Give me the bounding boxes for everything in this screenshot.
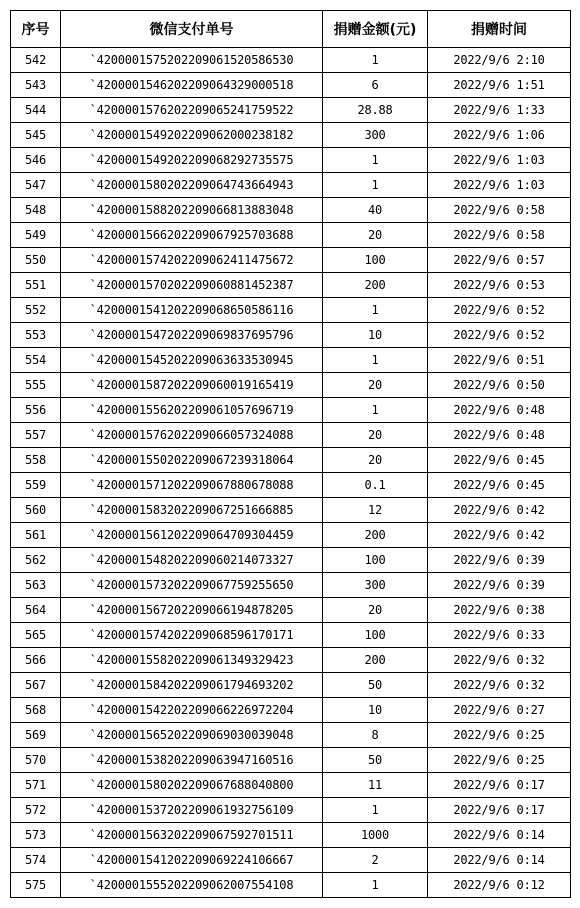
cell-time: 2022/9/6 0:53 <box>428 273 571 298</box>
cell-seq: 575 <box>11 873 61 898</box>
table-row[interactable] <box>11 523 571 548</box>
cell-wechat-order-no: `4200001570202209060881452387 <box>61 273 323 298</box>
cell-wechat-order-no: `4200001541202209069224106667 <box>61 848 323 873</box>
cell-time: 2022/9/6 0:42 <box>428 523 571 548</box>
cell-seq: 552 <box>11 298 61 323</box>
cell-wechat-order-no: `4200001556202209061057696719 <box>61 398 323 423</box>
cell-amount: 50 <box>323 748 428 773</box>
cell-seq: 565 <box>11 623 61 648</box>
cell-wechat-order-no: `4200001567202209066194878205 <box>61 598 323 623</box>
table-row[interactable] <box>11 373 571 398</box>
cell-wechat-order-no: `4200001542202209066226972204 <box>61 698 323 723</box>
cell-amount: 300 <box>323 123 428 148</box>
table-row[interactable] <box>11 498 571 523</box>
cell-time: 2022/9/6 1:33 <box>428 98 571 123</box>
cell-wechat-order-no: `4200001588202209066813883048 <box>61 198 323 223</box>
cell-time: 2022/9/6 1:03 <box>428 173 571 198</box>
cell-wechat-order-no: `4200001537202209061932756109 <box>61 798 323 823</box>
cell-wechat-order-no: `4200001545202209063633530945 <box>61 348 323 373</box>
cell-time: 2022/9/6 0:14 <box>428 848 571 873</box>
table-row[interactable] <box>11 273 571 298</box>
cell-time: 2022/9/6 0:48 <box>428 423 571 448</box>
cell-seq: 564 <box>11 598 61 623</box>
cell-wechat-order-no: `4200001580202209067688040800 <box>61 773 323 798</box>
table-row[interactable] <box>11 873 571 898</box>
cell-amount: 1 <box>323 298 428 323</box>
cell-time: 2022/9/6 0:38 <box>428 598 571 623</box>
cell-wechat-order-no: `4200001566202209067925703688 <box>61 223 323 248</box>
table-row[interactable] <box>11 673 571 698</box>
cell-seq: 556 <box>11 398 61 423</box>
cell-seq: 546 <box>11 148 61 173</box>
table-row[interactable] <box>11 348 571 373</box>
cell-time: 2022/9/6 0:12 <box>428 873 571 898</box>
table-row[interactable] <box>11 723 571 748</box>
cell-seq: 560 <box>11 498 61 523</box>
cell-amount: 1 <box>323 798 428 823</box>
cell-time: 2022/9/6 0:39 <box>428 573 571 598</box>
cell-seq: 563 <box>11 573 61 598</box>
cell-amount: 200 <box>323 273 428 298</box>
cell-wechat-order-no: `4200001575202209061520586530 <box>61 48 323 73</box>
cell-amount: 20 <box>323 373 428 398</box>
donation-table <box>10 10 571 898</box>
cell-wechat-order-no: `4200001549202209068292735575 <box>61 148 323 173</box>
table-header <box>11 11 571 48</box>
cell-seq: 569 <box>11 723 61 748</box>
cell-wechat-order-no: `4200001576202209066057324088 <box>61 423 323 448</box>
table-row[interactable] <box>11 48 571 73</box>
cell-amount: 50 <box>323 673 428 698</box>
cell-amount: 20 <box>323 448 428 473</box>
cell-wechat-order-no: `4200001574202209068596170171 <box>61 623 323 648</box>
cell-time: 2022/9/6 0:25 <box>428 723 571 748</box>
cell-time: 2022/9/6 0:27 <box>428 698 571 723</box>
cell-amount: 1 <box>323 873 428 898</box>
table-row[interactable] <box>11 323 571 348</box>
table-row[interactable] <box>11 698 571 723</box>
table-row[interactable] <box>11 748 571 773</box>
cell-wechat-order-no: `4200001563202209067592701511 <box>61 823 323 848</box>
cell-amount: 100 <box>323 548 428 573</box>
cell-amount: 1000 <box>323 823 428 848</box>
table-row[interactable] <box>11 798 571 823</box>
table-row[interactable] <box>11 248 571 273</box>
cell-time: 2022/9/6 0:58 <box>428 198 571 223</box>
cell-time: 2022/9/6 0:52 <box>428 298 571 323</box>
cell-wechat-order-no: `4200001549202209062000238182 <box>61 123 323 148</box>
cell-amount: 10 <box>323 698 428 723</box>
cell-wechat-order-no: `4200001538202209063947160516 <box>61 748 323 773</box>
cell-time: 2022/9/6 0:17 <box>428 773 571 798</box>
table-row[interactable] <box>11 823 571 848</box>
cell-wechat-order-no: `4200001541202209068650586116 <box>61 298 323 323</box>
cell-time: 2022/9/6 0:52 <box>428 323 571 348</box>
cell-time: 2022/9/6 0:58 <box>428 223 571 248</box>
cell-time: 2022/9/6 0:25 <box>428 748 571 773</box>
cell-seq: 549 <box>11 223 61 248</box>
cell-wechat-order-no: `4200001547202209069837695796 <box>61 323 323 348</box>
table-row[interactable] <box>11 123 571 148</box>
cell-amount: 200 <box>323 523 428 548</box>
cell-seq: 553 <box>11 323 61 348</box>
table-row[interactable] <box>11 773 571 798</box>
cell-time: 2022/9/6 0:42 <box>428 498 571 523</box>
cell-time: 2022/9/6 0:50 <box>428 373 571 398</box>
cell-amount: 2 <box>323 848 428 873</box>
cell-wechat-order-no: `4200001584202209061794693202 <box>61 673 323 698</box>
table-row[interactable] <box>11 98 571 123</box>
cell-amount: 28.88 <box>323 98 428 123</box>
cell-amount: 1 <box>323 148 428 173</box>
cell-amount: 100 <box>323 623 428 648</box>
cell-seq: 542 <box>11 48 61 73</box>
table-row[interactable] <box>11 398 571 423</box>
cell-wechat-order-no: `4200001558202209061349329423 <box>61 648 323 673</box>
cell-wechat-order-no: `4200001573202209067759255650 <box>61 573 323 598</box>
cell-time: 2022/9/6 0:14 <box>428 823 571 848</box>
cell-amount: 20 <box>323 598 428 623</box>
cell-seq: 573 <box>11 823 61 848</box>
cell-time: 2022/9/6 0:57 <box>428 248 571 273</box>
cell-time: 2022/9/6 0:17 <box>428 798 571 823</box>
table-row[interactable] <box>11 473 571 498</box>
cell-seq: 572 <box>11 798 61 823</box>
cell-amount: 20 <box>323 423 428 448</box>
cell-amount: 11 <box>323 773 428 798</box>
cell-seq: 571 <box>11 773 61 798</box>
cell-time: 2022/9/6 0:51 <box>428 348 571 373</box>
table-row[interactable] <box>11 598 571 623</box>
cell-amount: 40 <box>323 198 428 223</box>
cell-wechat-order-no: `4200001587202209060019165419 <box>61 373 323 398</box>
cell-seq: 547 <box>11 173 61 198</box>
cell-seq: 545 <box>11 123 61 148</box>
cell-wechat-order-no: `4200001576202209065241759522 <box>61 98 323 123</box>
cell-seq: 568 <box>11 698 61 723</box>
cell-seq: 544 <box>11 98 61 123</box>
table-row[interactable] <box>11 198 571 223</box>
cell-time: 2022/9/6 0:45 <box>428 473 571 498</box>
header-amount[interactable]: 捐赠金额(元) <box>323 11 428 48</box>
cell-amount: 6 <box>323 73 428 98</box>
cell-amount: 1 <box>323 398 428 423</box>
cell-wechat-order-no: `4200001546202209064329000518 <box>61 73 323 98</box>
table-row[interactable] <box>11 223 571 248</box>
cell-seq: 566 <box>11 648 61 673</box>
cell-seq: 562 <box>11 548 61 573</box>
cell-wechat-order-no: `4200001580202209064743664943 <box>61 173 323 198</box>
cell-time: 2022/9/6 0:32 <box>428 673 571 698</box>
cell-seq: 551 <box>11 273 61 298</box>
table-row[interactable] <box>11 573 571 598</box>
cell-seq: 554 <box>11 348 61 373</box>
cell-wechat-order-no: `4200001583202209067251666885 <box>61 498 323 523</box>
cell-wechat-order-no: `4200001548202209060214073327 <box>61 548 323 573</box>
header-wechat-order-no[interactable]: 微信支付单号 <box>61 11 323 48</box>
cell-wechat-order-no: `4200001561202209064709304459 <box>61 523 323 548</box>
cell-seq: 561 <box>11 523 61 548</box>
header-row <box>11 11 571 48</box>
table-row[interactable] <box>11 548 571 573</box>
cell-seq: 557 <box>11 423 61 448</box>
table-row[interactable] <box>11 73 571 98</box>
cell-seq: 558 <box>11 448 61 473</box>
cell-seq: 574 <box>11 848 61 873</box>
cell-seq: 548 <box>11 198 61 223</box>
table-row[interactable] <box>11 448 571 473</box>
cell-time: 2022/9/6 0:39 <box>428 548 571 573</box>
table-row[interactable] <box>11 423 571 448</box>
cell-amount: 12 <box>323 498 428 523</box>
table-body <box>11 48 571 898</box>
cell-wechat-order-no: `4200001550202209067239318064 <box>61 448 323 473</box>
cell-amount: 20 <box>323 223 428 248</box>
cell-time: 2022/9/6 0:45 <box>428 448 571 473</box>
table-row[interactable] <box>11 148 571 173</box>
cell-time: 2022/9/6 1:06 <box>428 123 571 148</box>
cell-seq: 550 <box>11 248 61 273</box>
cell-wechat-order-no: `4200001555202209062007554108 <box>61 873 323 898</box>
cell-seq: 555 <box>11 373 61 398</box>
table-row[interactable] <box>11 848 571 873</box>
cell-time: 2022/9/6 1:51 <box>428 73 571 98</box>
cell-amount: 1 <box>323 173 428 198</box>
cell-time: 2022/9/6 2:10 <box>428 48 571 73</box>
cell-amount: 8 <box>323 723 428 748</box>
table-row[interactable] <box>11 298 571 323</box>
header-time[interactable]: 捐赠时间 <box>428 11 571 48</box>
table-row[interactable] <box>11 648 571 673</box>
donation-sheet <box>10 10 570 898</box>
cell-amount: 100 <box>323 248 428 273</box>
cell-wechat-order-no: `4200001571202209067880678088 <box>61 473 323 498</box>
cell-amount: 0.1 <box>323 473 428 498</box>
cell-amount: 1 <box>323 48 428 73</box>
cell-time: 2022/9/6 0:32 <box>428 648 571 673</box>
cell-seq: 559 <box>11 473 61 498</box>
cell-amount: 300 <box>323 573 428 598</box>
cell-amount: 200 <box>323 648 428 673</box>
cell-time: 2022/9/6 1:03 <box>428 148 571 173</box>
cell-time: 2022/9/6 0:48 <box>428 398 571 423</box>
header-seq[interactable]: 序号 <box>11 11 61 48</box>
cell-amount: 10 <box>323 323 428 348</box>
cell-time: 2022/9/6 0:33 <box>428 623 571 648</box>
cell-seq: 543 <box>11 73 61 98</box>
cell-amount: 1 <box>323 348 428 373</box>
cell-wechat-order-no: `4200001574202209062411475672 <box>61 248 323 273</box>
cell-seq: 567 <box>11 673 61 698</box>
cell-wechat-order-no: `4200001565202209069030039048 <box>61 723 323 748</box>
table-row[interactable] <box>11 173 571 198</box>
table-row[interactable] <box>11 623 571 648</box>
cell-seq: 570 <box>11 748 61 773</box>
